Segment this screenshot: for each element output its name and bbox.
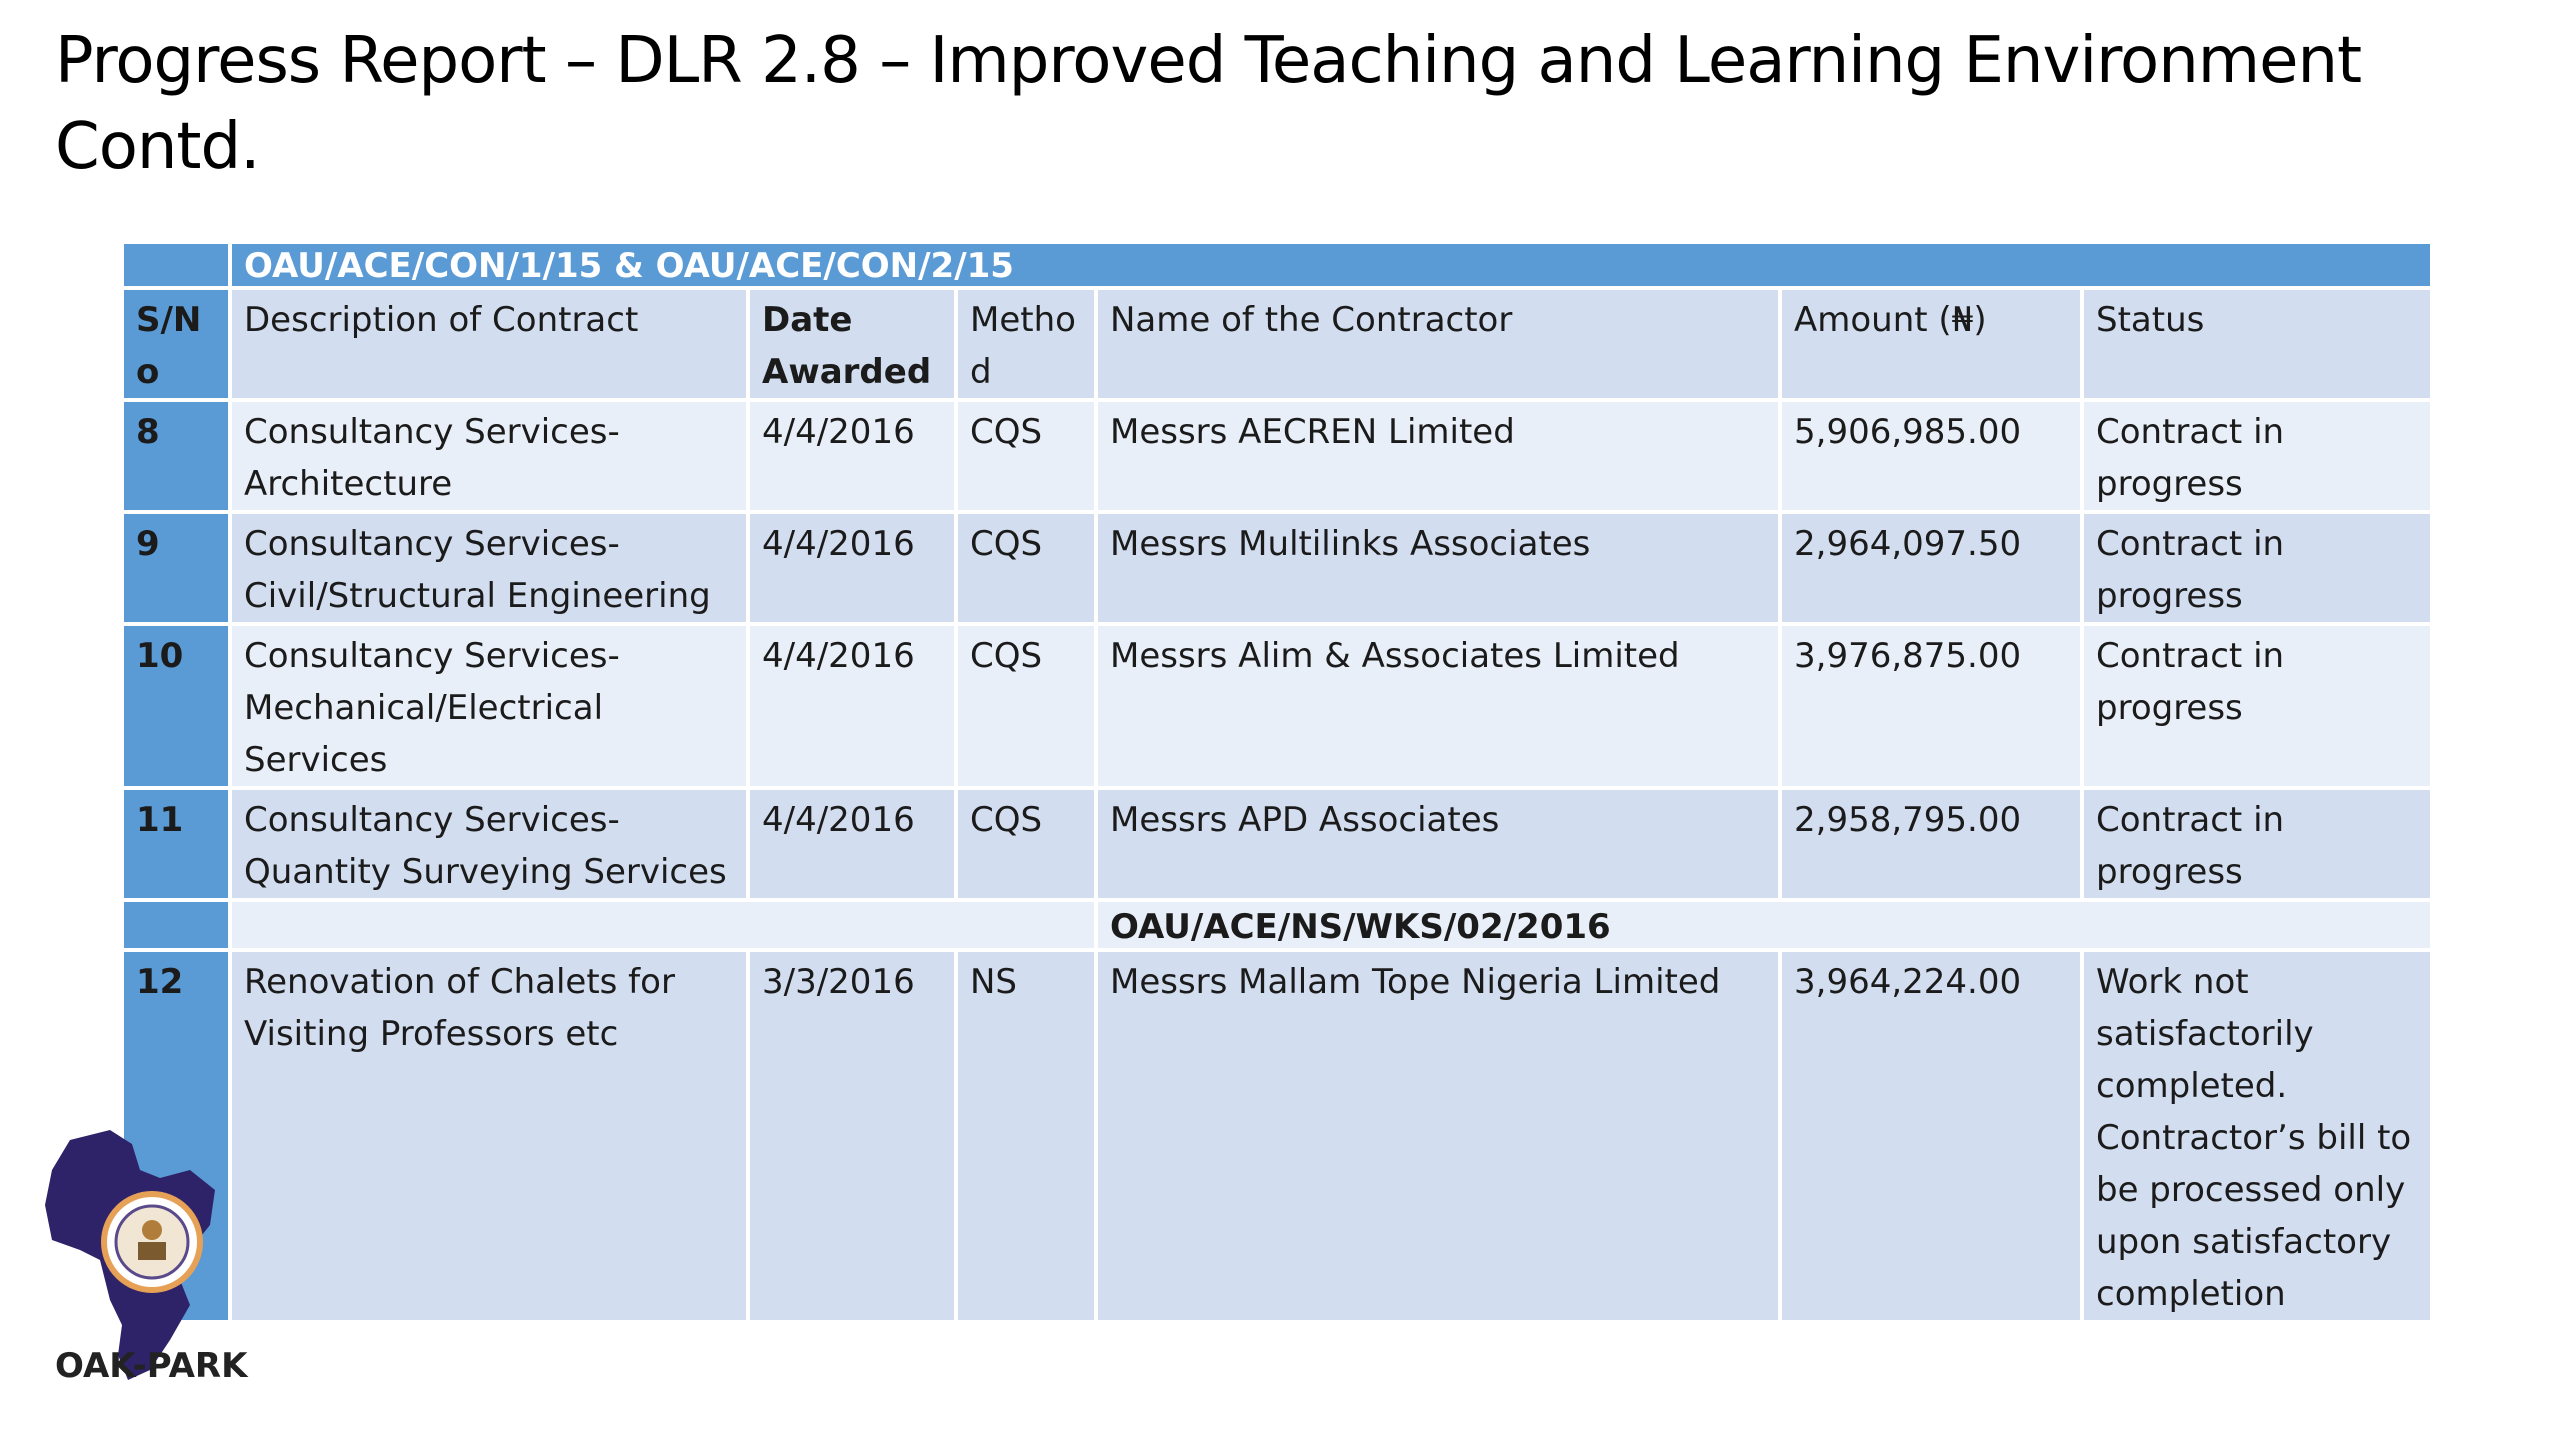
row-description: Consultancy Services-Civil/Structural Engineering [230, 512, 748, 624]
row-date: 4/4/2016 [748, 512, 956, 624]
table-row [122, 624, 2432, 788]
logo-text: OAK-PARK [55, 1346, 248, 1386]
row-contractor: Messrs Alim & Associates Limited [1096, 624, 1780, 788]
contracts-table [120, 240, 2434, 1324]
row-status: Contract in progress [2082, 400, 2432, 512]
row-date: 4/4/2016 [748, 624, 956, 788]
sub-ref-sno-cell [122, 900, 230, 950]
row-amount: 2,958,795.00 [1780, 788, 2082, 900]
row-method: NS [956, 950, 1096, 1322]
row-sno: 12 [122, 950, 230, 1322]
row-description: Consultancy Services-Architecture [230, 400, 748, 512]
row-description: Consultancy Services-Quantity Surveying Services [230, 788, 748, 900]
row-status: Contract in progress [2082, 788, 2432, 900]
sub-ref-row [122, 900, 2432, 950]
row-sno: 10 [122, 624, 230, 788]
row-amount: 5,906,985.00 [1780, 400, 2082, 512]
row-method: CQS [956, 624, 1096, 788]
row-contractor: Messrs Multilinks Associates [1096, 512, 1780, 624]
table-row [122, 950, 2432, 1322]
row-date: 3/3/2016 [748, 950, 956, 1322]
column-header-row [122, 288, 2432, 400]
row-amount: 3,964,224.00 [1780, 950, 2082, 1322]
row-amount: 2,964,097.50 [1780, 512, 2082, 624]
header-status: Status [2082, 288, 2432, 400]
header-amount: Amount (₦) [1780, 288, 2082, 400]
row-method: CQS [956, 788, 1096, 900]
section-ref-sno-cell [122, 242, 230, 288]
header-contractor: Name of the Contractor [1096, 288, 1780, 400]
header-description: Description of Contract [230, 288, 748, 400]
sub-ref: OAU/ACE/NS/WKS/02/2016 [1096, 900, 2432, 950]
table-row [122, 400, 2432, 512]
table-row [122, 788, 2432, 900]
sub-ref-spacer [230, 900, 1096, 950]
table-row [122, 512, 2432, 624]
row-description: Consultancy Services-Mechanical/Electrical Services [230, 624, 748, 788]
row-method: CQS [956, 512, 1096, 624]
row-amount: 3,976,875.00 [1780, 624, 2082, 788]
row-sno: 8 [122, 400, 230, 512]
row-status: Contract in progress [2082, 512, 2432, 624]
row-contractor: Messrs Mallam Tope Nigeria Limited [1096, 950, 1780, 1322]
row-status: Work not satisfactorily completed. Contractor’s bill to be processed only upon satisfactory completion [2082, 950, 2432, 1322]
section-ref-row [122, 242, 2432, 288]
header-date: Date Awarded [748, 288, 956, 400]
header-method: Method [956, 288, 1096, 400]
row-date: 4/4/2016 [748, 400, 956, 512]
row-sno: 9 [122, 512, 230, 624]
section-ref: OAU/ACE/CON/1/15 & OAU/ACE/CON/2/15 [230, 242, 2432, 288]
row-contractor: Messrs AECREN Limited [1096, 400, 1780, 512]
slide-title: Progress Report – DLR 2.8 – Improved Teaching and Learning Environment Contd. [55, 24, 2362, 184]
row-status: Contract in progress [2082, 624, 2432, 788]
header-sno: S/No [122, 288, 230, 400]
row-description: Renovation of Chalets for Visiting Professors etc [230, 950, 748, 1322]
row-sno: 11 [122, 788, 230, 900]
row-method: CQS [956, 400, 1096, 512]
row-date: 4/4/2016 [748, 788, 956, 900]
row-contractor: Messrs APD Associates [1096, 788, 1780, 900]
